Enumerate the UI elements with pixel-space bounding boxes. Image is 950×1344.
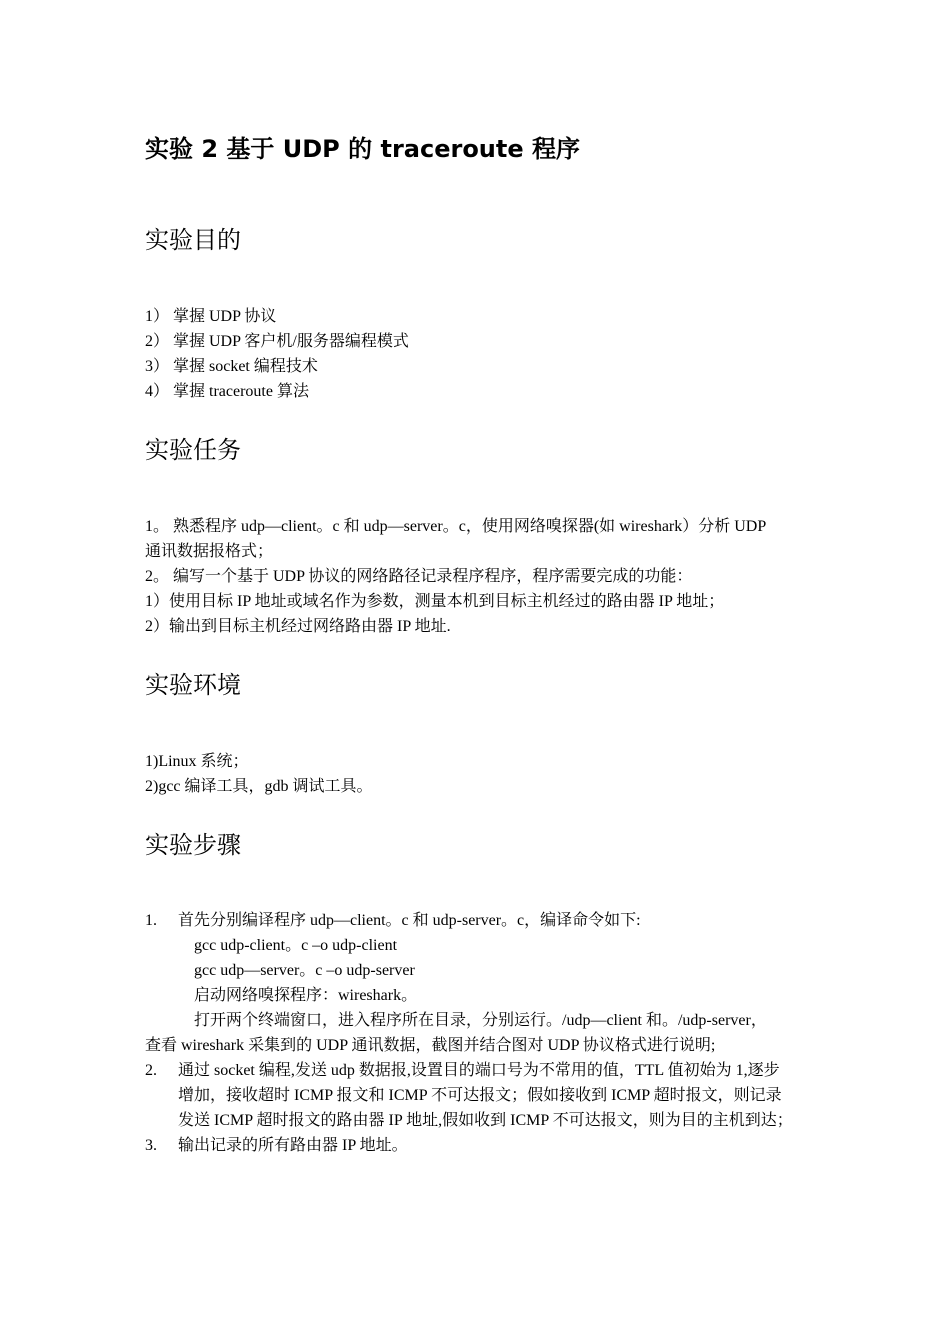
list-marker: 1）: [145, 308, 170, 325]
section-heading-tasks: 实验任务: [145, 436, 241, 464]
list-item-text: 掌握 UDP 客户机/服务器编程模式: [173, 333, 409, 350]
list-marker: 4）: [145, 383, 170, 400]
step-subline: 启动网络嗅探程序：wireshark。: [194, 987, 418, 1004]
list-item: [145, 379, 309, 404]
step-marker: 1.: [145, 912, 157, 929]
task-line: 1。 熟悉程序 udp—client。c 和 udp—server。c，使用网络嗅探器(如 wireshark）分析 UDP: [145, 518, 767, 535]
list-item: [145, 329, 409, 354]
environment-line: 2)gcc 编译工具，gdb 调试工具。: [145, 778, 373, 795]
step-text: 输出记录的所有路由器 IP 地址。: [178, 1137, 408, 1154]
step-marker: 3.: [145, 1137, 157, 1154]
section-heading-environment: 实验环境: [145, 671, 241, 699]
step-subline: gcc udp—server。c –o udp-server: [194, 962, 415, 979]
step-marker: 2.: [145, 1062, 157, 1079]
task-line: 2。 编写一个基于 UDP 协议的网络路径记录程序程序，程序需要完成的功能：: [145, 568, 693, 585]
list-marker: 3）: [145, 358, 170, 375]
step-item: [145, 1058, 780, 1083]
task-line: 2）输出到目标主机经过网络路由器 IP 地址.: [145, 618, 451, 635]
environment-line: 1)Linux 系统；: [145, 753, 249, 770]
section-heading-purpose: 实验目的: [145, 226, 241, 254]
step-subline: gcc udp-client。c –o udp-client: [194, 937, 398, 954]
step-text: 首先分别编译程序 udp—client。c 和 udp-server。c，编译命令如下:: [178, 912, 641, 929]
list-item: [145, 354, 318, 379]
list-item-text: 掌握 UDP 协议: [173, 308, 277, 325]
step-continuation: 发送 ICMP 超时报文的路由器 IP 地址,假如收到 ICMP 不可达报文，则为目的主机到达；: [178, 1112, 793, 1129]
section-heading-steps: 实验步骤: [145, 831, 241, 859]
step-text: 通过 socket 编程,发送 udp 数据报,设置目的端口号为不常用的值，TTL 值初始为 1,逐步: [178, 1062, 780, 1079]
list-item-text: 掌握 traceroute 算法: [173, 383, 309, 400]
task-line: 通讯数据报格式；: [145, 543, 274, 560]
step-item: [145, 1133, 408, 1158]
list-marker: 2）: [145, 333, 170, 350]
list-item-text: 掌握 socket 编程技术: [173, 358, 318, 375]
document-title: 实验 2 基于 UDP 的 traceroute 程序: [145, 135, 580, 163]
step-wrap-line: 查看 wireshark 采集到的 UDP 通讯数据，截图并结合图对 UDP 协议格式进行说明;: [145, 1037, 716, 1054]
step-item: [145, 908, 641, 933]
step-subline: 打开两个终端窗口，进入程序所在目录，分别运行。/udp—client 和。/udp-server，: [194, 1012, 767, 1029]
task-line: 1）使用目标 IP 地址或域名作为参数，测量本机到目标主机经过的路由器 IP 地址；: [145, 593, 725, 610]
list-item: [145, 304, 276, 329]
step-continuation: 增加，接收超时 ICMP 报文和 ICMP 不可达报文；假如接收到 ICMP 超时报文，则记录: [178, 1087, 782, 1104]
